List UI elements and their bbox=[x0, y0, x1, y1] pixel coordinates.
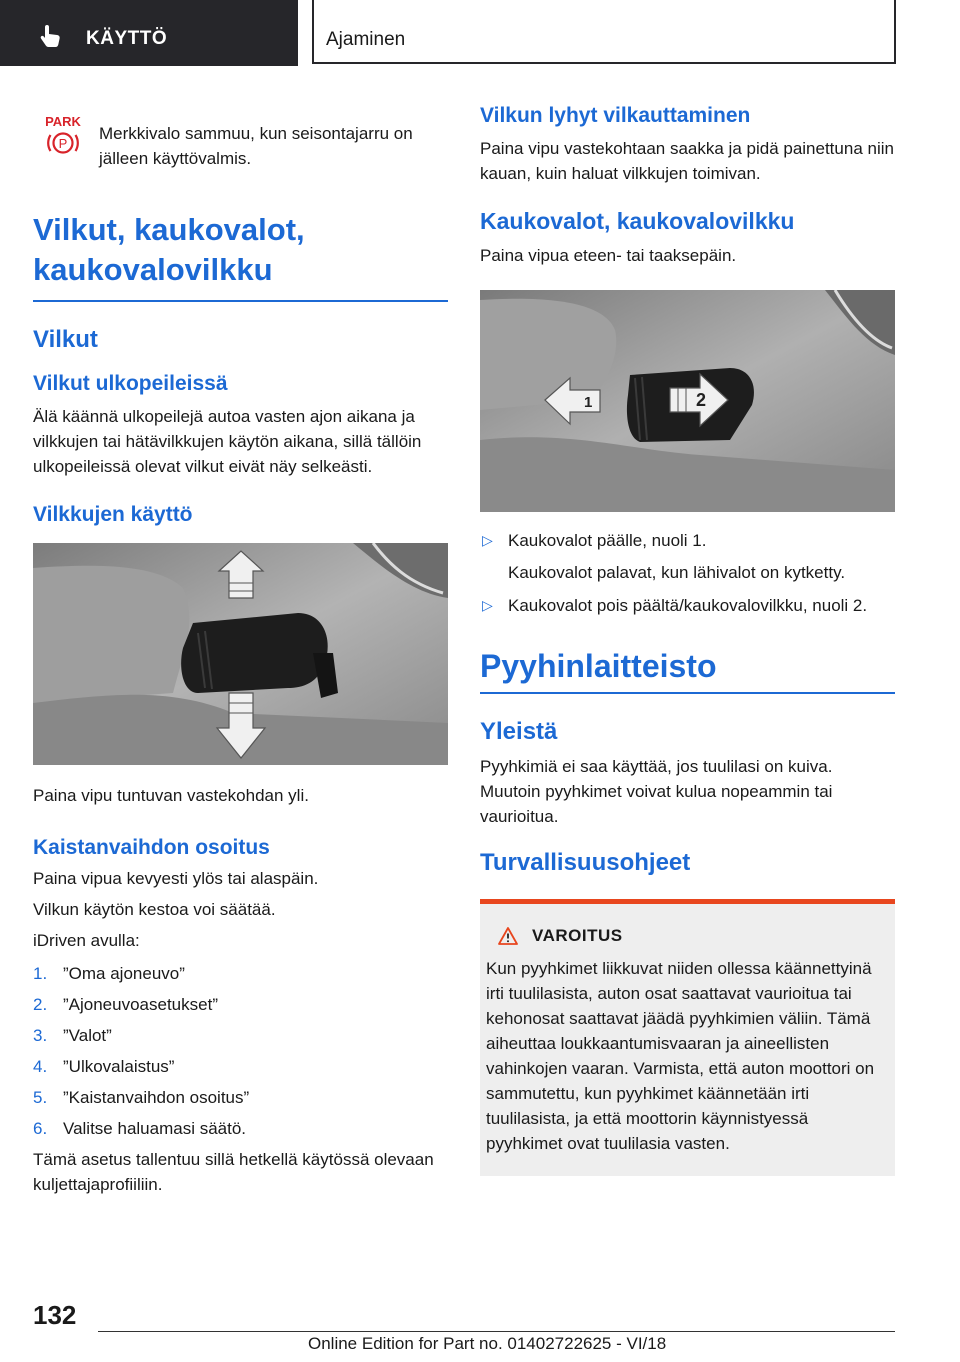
page-header bbox=[0, 0, 960, 66]
heading-general: Yleistä bbox=[480, 718, 558, 745]
heading-lane-change: Kaistanvaihdon osoitus bbox=[33, 836, 270, 859]
section-tab[interactable] bbox=[0, 0, 298, 66]
lane-text-1: Paina vipua kevyesti ylös tai alaspäin. bbox=[33, 869, 319, 888]
svg-text:PARK: PARK bbox=[45, 114, 81, 129]
closing-text: Tämä asetus tallentuu sillä hetkellä käytössä olevaan kuljettajaprofiiliin. bbox=[33, 1150, 434, 1194]
heading-flash: Vilkun lyhyt vilkauttaminen bbox=[480, 104, 751, 127]
svg-text:P: P bbox=[58, 136, 68, 151]
usage-caption: Paina vipu tuntuvan vastekohdan yli. bbox=[33, 786, 309, 805]
list-item: ▷ Kaukovalot päälle, nuoli 1. Kaukovalot palavat, kun lähivalot on kytketty. bbox=[480, 528, 895, 585]
chapter-tab-label: Ajaminen bbox=[326, 29, 406, 50]
section-title-block bbox=[33, 210, 448, 302]
lane-text-3: iDriven avulla: bbox=[33, 931, 140, 950]
page-number: 132 bbox=[33, 1300, 77, 1330]
list-item: 6. Valitse haluamasi säätö. bbox=[33, 1119, 247, 1138]
high-beam-figure bbox=[480, 290, 895, 512]
park-note-text: Merkkivalo sammuu, kun seisontajarru on jälleen käyttövalmis. bbox=[99, 124, 413, 168]
hand-pointer-icon bbox=[38, 23, 64, 49]
chapter-tab[interactable] bbox=[312, 0, 896, 64]
warning-title: VAROITUS bbox=[532, 926, 623, 945]
heading-vilkut: Vilkut bbox=[33, 326, 98, 353]
list-item: 5. ”Kaistanvaihdon osoitus” bbox=[33, 1088, 250, 1107]
list-item: ▷ Kaukovalot pois päältä/kaukovalovilkku, nuoli 2. bbox=[480, 593, 895, 618]
triangle-bullet-icon: ▷ bbox=[482, 597, 493, 613]
parking-brake-icon bbox=[43, 112, 83, 158]
left-column bbox=[33, 100, 448, 1197]
turn-signal-lever-image bbox=[33, 543, 448, 765]
section-tab-label: KÄYTTÖ bbox=[86, 28, 168, 49]
heading-mirrors: Vilkut ulkopeileissä bbox=[33, 372, 228, 395]
mirrors-text: Älä käännä ulkopeilejä autoa vasten ajon aikana ja vilkkujen tai hätävilkkujen käytön aikana, sillä tällöin ulkopeileissä olevat vilkut eivät näy selkeästi. bbox=[33, 407, 422, 476]
triangle-bullet-icon: ▷ bbox=[482, 532, 493, 548]
footer-divider bbox=[98, 1331, 895, 1332]
warning-triangle-icon bbox=[498, 927, 518, 945]
heading-usage: Vilkkujen käyttö bbox=[33, 503, 193, 526]
list-item: 2. ”Ajoneuvoasetukset” bbox=[33, 995, 218, 1014]
wiper-title-block bbox=[480, 646, 895, 694]
list-item: 4. ”Ulkovalaistus” bbox=[33, 1057, 175, 1076]
idrive-steps bbox=[33, 961, 448, 1141]
warning-header bbox=[498, 926, 887, 946]
list-item: 3. ”Valot” bbox=[33, 1026, 112, 1045]
high-beam-lever-image bbox=[480, 290, 895, 512]
heading-high-beam: Kaukovalot, kaukovalovilkku bbox=[480, 208, 795, 234]
warning-box bbox=[480, 899, 895, 1176]
section-title: Vilkut, kaukovalot, kaukovalovilkku bbox=[33, 212, 305, 287]
high-beam-text: Paina vipua eteen- tai taaksepäin. bbox=[480, 246, 737, 265]
heading-safety: Turvallisuusohjeet bbox=[480, 849, 691, 876]
svg-text:2: 2 bbox=[696, 390, 707, 410]
park-note bbox=[33, 100, 448, 186]
list-item: 1. ”Oma ajoneuvo” bbox=[33, 964, 185, 983]
footer-edition: Online Edition for Part no. 01402722625 - VI/18 bbox=[308, 1334, 667, 1353]
turn-signal-figure bbox=[33, 543, 448, 765]
high-beam-list bbox=[480, 528, 895, 618]
lane-text-2: Vilkun käytön kestoa voi säätää. bbox=[33, 900, 276, 919]
general-text: Pyyhkimiä ei saa käyttää, jos tuulilasi on kuiva. Muutoin pyyhkimet voivat kulua nopeammin tai vaurioitua. bbox=[480, 757, 833, 826]
warning-text: Kun pyyhkimet liikkuvat niiden ollessa käännettyinä irti tuulilasista, auton osat saattavat vaurioitua tai kehonosat saattavat jäädä pyyhkimien väliin. Tämä aiheuttaa loukkaantumisvaaran ja aineellisten vahinkojen vaaran. Varmista, että auton moottori on sammutettu, kun pyyhkimet käännetään irti tuulilasista, ja että moottorin käynnistyessä pyyhkimet ovat tuulilasia vasten. bbox=[486, 959, 875, 1153]
wiper-title: Pyyhinlaitteisto bbox=[480, 648, 717, 684]
right-column bbox=[480, 100, 895, 1176]
svg-text:1: 1 bbox=[584, 394, 593, 411]
flash-text: Paina vipu vastekohtaan saakka ja pidä painettuna niin kauan, kuin haluat vilkkujen toimivan. bbox=[480, 139, 894, 183]
